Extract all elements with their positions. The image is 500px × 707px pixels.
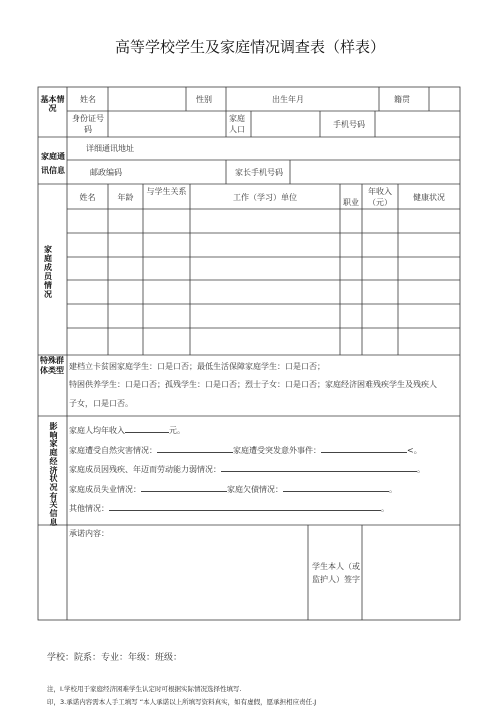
members-header-name: 姓名	[79, 193, 96, 202]
section-members: 家庭成员情况	[44, 245, 52, 299]
label-id-number: 身份证号码	[72, 114, 104, 134]
label-gender: 性别	[196, 95, 212, 104]
note-line-1: 注，I.学校用于家庭经济困难学生认定时可根据实际情况选择性填写.	[47, 685, 242, 693]
label-postcode: 邮政编码	[90, 168, 122, 177]
factor-income-label: 家庭人均年收入	[69, 426, 125, 435]
members-header-health: 健康状况	[413, 193, 445, 202]
signature-label: 学生本人（或监护人）签字	[312, 562, 360, 584]
factor-income	[69, 424, 185, 436]
form-title: 高等学校学生及家庭情况调查表（样表）	[114, 38, 385, 56]
factor-accident-blank[interactable]	[321, 444, 407, 453]
label-native: 籍贯	[394, 95, 410, 104]
label-household: 家庭人口	[229, 114, 245, 134]
factor-other-end: 。	[381, 504, 389, 513]
footer-school-info: 学校：院系：专业：年级：班级：	[47, 653, 183, 663]
factor-disability	[69, 463, 425, 475]
factor-accident-end: <。	[407, 446, 422, 455]
section-special: 特殊群体类型	[40, 356, 64, 375]
section-basic: 基本情况	[40, 95, 65, 113]
section-contact: 家庭通讯信息	[41, 152, 65, 175]
factor-disability-blank[interactable]	[221, 463, 417, 472]
label-phone: 手机号码	[333, 120, 365, 129]
factor-disaster-label: 家庭遭受自然灾害情况：	[69, 446, 157, 455]
factor-other-label: 其他情况：	[69, 504, 109, 513]
factor-other-blank[interactable]	[109, 502, 381, 511]
label-birth: 出生年月	[272, 95, 304, 104]
factor-debt-end: 。	[389, 485, 397, 494]
factor-accident-label: 家庭遭受突发意外事件：	[233, 446, 321, 455]
members-header-workplace: 工作（学习）单位	[233, 193, 297, 202]
label-name: 姓名	[80, 95, 96, 104]
note-line-2: 印，3.承诺内容需本人手工填写 “本人承诺以上所填写资料真实，如有虚假，愿承担相应责任.J	[47, 698, 317, 706]
factor-disability-label: 家庭成员因残疾、年迈而劳动能力弱情况：	[69, 465, 221, 474]
members-header-age: 年龄	[117, 193, 134, 202]
factor-disaster-blank[interactable]	[157, 444, 233, 453]
members-header-relation: 与学生关系	[146, 187, 187, 196]
promise-label: 承诺内容：	[69, 529, 109, 538]
factor-disability-end: 。	[417, 465, 425, 474]
factor-unemployment	[69, 483, 397, 495]
special-line-1: 建档立卡贫困家庭学生：口是口否；最低生活保障家庭学生：口是口否；	[69, 362, 325, 371]
special-line-3: 子女，口是口否。	[69, 399, 133, 408]
special-line-2: 特困供养学生：口是口否；孤残学生：口是口否；烈士子女：口是口否；家庭经济困难残疾学生及残疾人	[69, 380, 437, 389]
members-header-occupation: 职业	[343, 198, 359, 207]
members-header-income: 年收入（元）	[368, 187, 392, 207]
factor-unemployment-label: 家庭成员失业情况：	[69, 485, 141, 494]
label-parent-phone: 家长手机号码	[235, 168, 283, 177]
factor-income-blank[interactable]	[125, 424, 169, 433]
factor-other	[69, 502, 389, 514]
factor-disaster	[69, 444, 422, 456]
factor-debt-label: 家庭欠债情况：	[227, 485, 283, 494]
factor-unemployment-blank[interactable]	[141, 483, 227, 492]
section-factors: 影响家庭经济状况有关信息	[49, 422, 58, 527]
factor-debt-blank[interactable]	[283, 483, 389, 492]
label-address: 详细通讯地址	[86, 144, 134, 153]
factor-income-unit: 元。	[169, 426, 185, 435]
